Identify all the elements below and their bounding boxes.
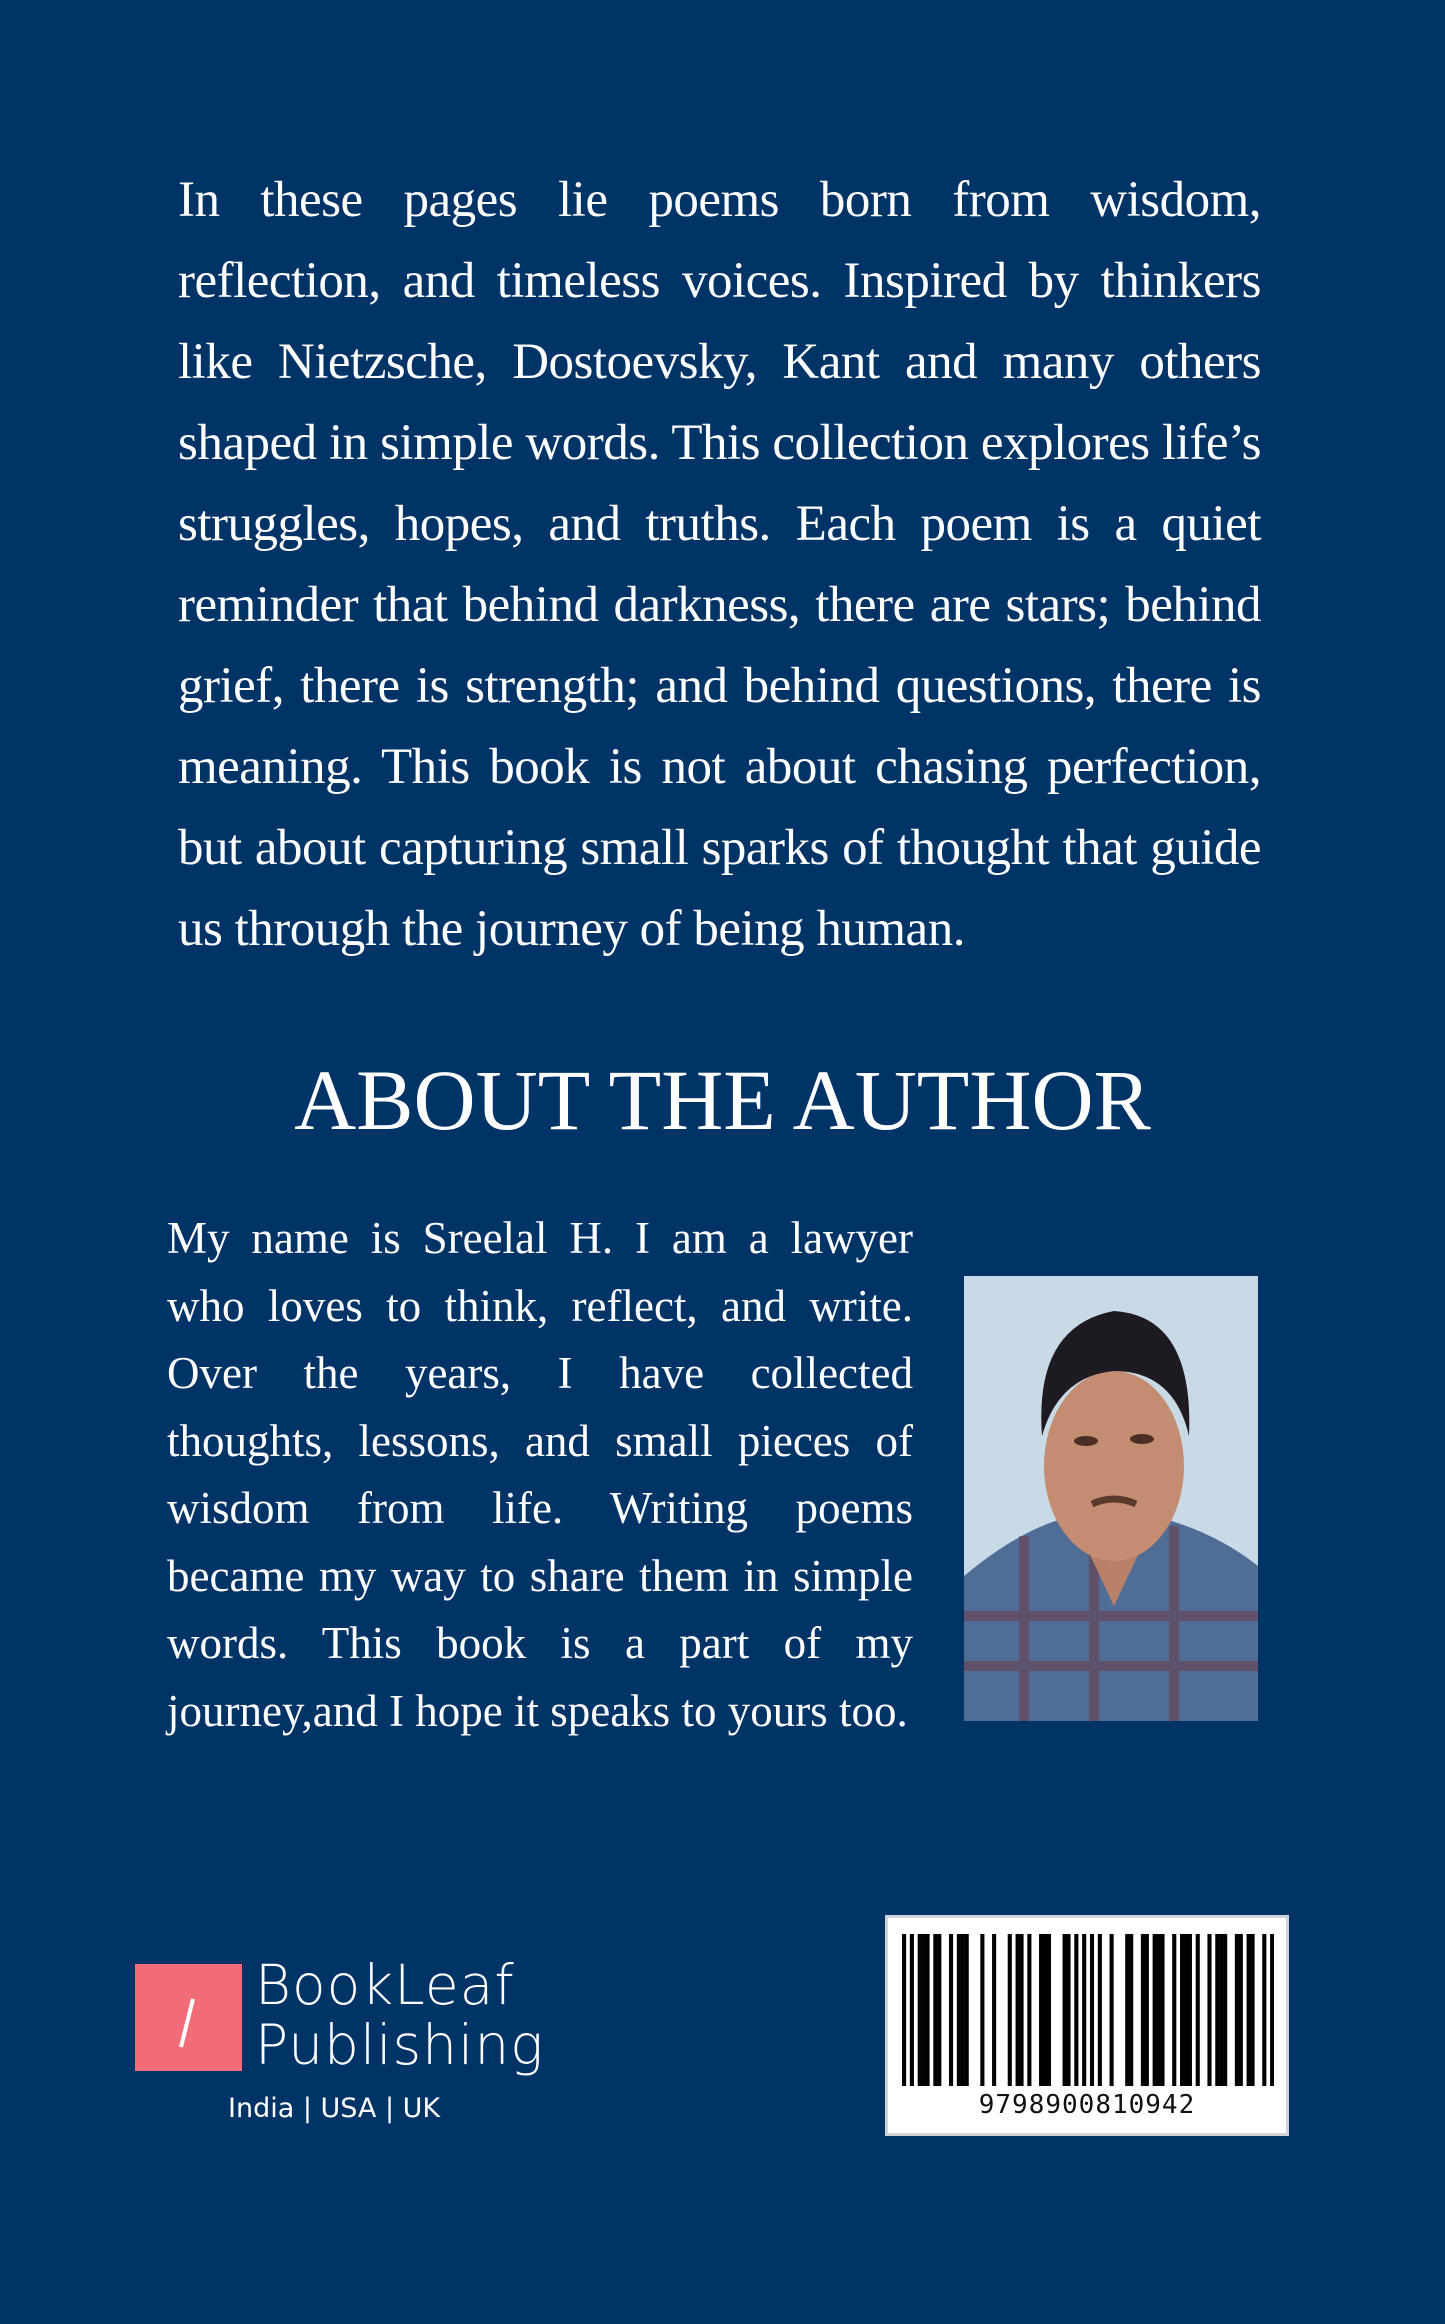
barcode-bar [910, 1934, 914, 2086]
barcode-bar [1262, 1934, 1266, 2086]
barcode-bar [1098, 1934, 1102, 2086]
barcode-bar [925, 1934, 929, 2086]
barcode-bar [1188, 1934, 1192, 2086]
publisher-name [255, 1955, 544, 2075]
barcode-bar [1270, 1934, 1274, 2086]
barcode-bar [918, 1934, 922, 2086]
publisher-regions: India | USA | UK [228, 2093, 441, 2124]
barcode-bar [949, 1934, 953, 2086]
barcode-bar [1110, 1934, 1114, 2086]
barcode-bar [992, 1934, 996, 2086]
barcode-bar [933, 1934, 937, 2086]
barcode-bar [957, 1934, 961, 2086]
bookleaf-logo-icon [135, 1964, 242, 2071]
barcode-bar [1196, 1934, 1200, 2086]
about-author-heading: ABOUT THE AUTHOR [294, 1052, 1151, 1148]
back-cover-blurb: In these pages lie poems born from wisdom, reflection, and timeless voices. Inspired by thinkers like Nietzsche, Dostoevsky, Kant and many others shaped in simple words. This collection explores life’s struggles, hopes, and truths. Each poem is a quiet reminder that behind darkness, there are stars; behind grief, there is strength; and behind questions, there is meaning. This book is not about chasing perfection, but about capturing small sparks of thought that guide us through the journey of being human. [178, 172, 1261, 957]
barcode-bar [1090, 1934, 1094, 2086]
barcode-bar [1129, 1934, 1133, 2086]
barcode-bar [1125, 1934, 1129, 2086]
barcode-bar [922, 1934, 926, 2086]
barcode-bar [1153, 1934, 1157, 2086]
isbn-number: 9798900810942 [978, 2090, 1196, 2120]
author-bio: My name is Sreelal H. I am a lawyer who loves to think, reflect, and write. Over the years, I have collected thoughts, lessons, and small pieces of wisdom from life. Writing poems became my way to share them in simple words. This book is a part of my journey,and I hope it speaks to yours too. [167, 1213, 913, 1736]
isbn-barcode [885, 1915, 1289, 2136]
barcode-bar [1039, 1934, 1043, 2086]
barcode-bar [1247, 1934, 1251, 2086]
barcode-bar [1043, 1934, 1047, 2086]
barcode-bar [1074, 1934, 1078, 2086]
barcode-bar [937, 1934, 941, 2086]
barcode-bar [1215, 1934, 1219, 2086]
barcode-bar [1239, 1934, 1243, 2086]
barcode-bar [1160, 1934, 1164, 2086]
barcode-bar [1016, 1934, 1020, 2086]
publisher-name-line2: Publishing [255, 2013, 545, 2077]
barcode-bar [1027, 1934, 1031, 2086]
barcode-bar [1157, 1934, 1161, 2086]
barcode-bar [965, 1934, 969, 2086]
barcode-bar [1235, 1934, 1239, 2086]
barcode-bar [1082, 1934, 1086, 2086]
barcode-bar [1223, 1934, 1227, 2086]
barcode-bar [1219, 1934, 1223, 2086]
barcode-bar [1184, 1934, 1188, 2086]
barcode-bars [902, 1934, 1274, 2086]
barcode-bar [1019, 1934, 1023, 2086]
author-photo [964, 1276, 1258, 1721]
barcode-bar [1180, 1934, 1184, 2086]
barcode-bar [1063, 1934, 1067, 2086]
barcode-bar [1141, 1934, 1145, 2086]
barcode-bar [1047, 1934, 1051, 2086]
barcode-bar [1251, 1934, 1255, 2086]
publisher-name-line1: BookLeaf [255, 1953, 515, 2017]
barcode-bar [1008, 1934, 1012, 2086]
barcode-bar [961, 1934, 965, 2086]
barcode-bar [1207, 1934, 1211, 2086]
barcode-bar [1145, 1934, 1149, 2086]
barcode-bar [1066, 1934, 1070, 2086]
barcode-bar [902, 1934, 906, 2086]
barcode-bar [980, 1934, 984, 2086]
barcode-bar [1172, 1934, 1176, 2086]
